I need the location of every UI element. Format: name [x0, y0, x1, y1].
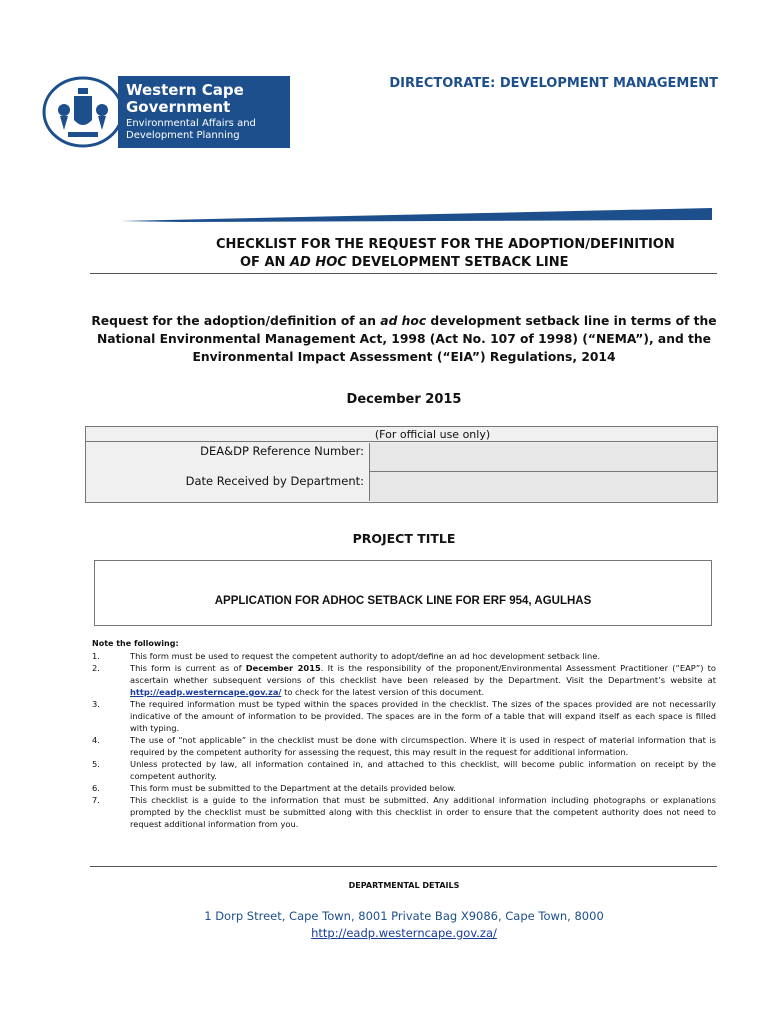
logo-line-4: Development Planning	[126, 130, 240, 141]
logo-line-1: Western Cape	[126, 81, 244, 99]
logo-line-2: Government	[126, 98, 231, 116]
list-item: 5. Unless protected by law, all information contained in, and attached to this checklist, will become public information on receipt by the competent authority.	[92, 759, 716, 781]
notes-list	[92, 650, 716, 830]
website-link[interactable]: http://eadp.westerncape.gov.za/	[311, 926, 497, 940]
coat-of-arms-icon	[42, 76, 124, 148]
department-website-link[interactable]: http://eadp.westerncape.gov.za/	[130, 687, 282, 697]
document-title-line-1: CHECKLIST FOR THE REQUEST FOR THE ADOPTION/DEFINITION	[216, 237, 675, 252]
list-item: 7. This checklist is a guide to the information that must be submitted. Any additional information including photographs or explanations prompted by the checklist must be submitted along with this checklist in order to ensure that the competent authority does not need to request additional information from you.	[92, 795, 716, 829]
project-title-box[interactable]	[94, 560, 712, 626]
government-logo	[118, 76, 290, 148]
list-item: 2. This form is current as of December 2015. It is the responsibility of the proponent/Environmental Assessment Practitioner (“EAP”) to ascertain whether subsequent versions of this checklist have been released by the Department. Visit the Department’s website at http://eadp.westerncape.gov.za/ to check for the latest version of this document.	[92, 663, 717, 697]
project-title-value: APPLICATION FOR ADHOC SETBACK LINE FOR ERF 954, AGULHAS	[214, 595, 592, 607]
reference-number-label: DEA&DP Reference Number:	[200, 444, 364, 458]
official-use-table	[85, 426, 718, 503]
department-website	[88, 926, 720, 940]
date-received-field[interactable]	[369, 472, 717, 501]
date-received-label: Date Received by Department:	[185, 474, 364, 488]
departmental-details-heading: DEPARTMENTAL DETAILS	[348, 881, 460, 890]
reference-number-field[interactable]	[369, 443, 717, 472]
notes-heading: Note the following:	[92, 639, 179, 648]
notes-divider	[90, 866, 717, 867]
list-item: 4. The use of “not applicable” in the checklist must be done with circumspection. Where it is used in respect of material information that is required by the competent authority for assessing the request, this may result in the request for additional information.	[92, 735, 716, 757]
list-item: 6. This form must be submitted to the Department at the details provided below.	[92, 783, 456, 793]
project-title-heading: PROJECT TITLE	[352, 531, 456, 546]
list-item: 3. The required information must be typed within the spaces provided in the checklist. The sizes of the spaces provided are not necessarily indicative of the amount of information to be provided. The spaces are in the form of a table that will expand itself as each space is filled with typing.	[92, 699, 716, 733]
request-description: Request for the adoption/definition of an ad hoc development setback line in terms of the National Environmental Management Act, 1998 (Act No. 107 of 1998) (“NEMA”), and the Environmental Impact Assessment (“EIA”) Regulations, 2014	[91, 314, 717, 364]
document-date: December 2015	[346, 392, 462, 407]
logo-line-3: Environmental Affairs and	[126, 118, 256, 129]
list-item: 1. This form must be used to request the competent authority to adopt/define an ad hoc development setback line.	[92, 651, 600, 661]
document-title-line-2: OF AN AD HOC DEVELOPMENT SETBACK LINE	[240, 255, 569, 270]
directorate-heading: DIRECTORATE: DEVELOPMENT MANAGEMENT	[389, 76, 718, 91]
official-use-heading: (For official use only)	[86, 427, 717, 442]
department-address: 1 Dorp Street, Cape Town, 8001 Private Bag X9086, Cape Town, 8000	[204, 909, 604, 923]
header-swoosh	[120, 206, 712, 222]
title-divider	[90, 273, 717, 274]
